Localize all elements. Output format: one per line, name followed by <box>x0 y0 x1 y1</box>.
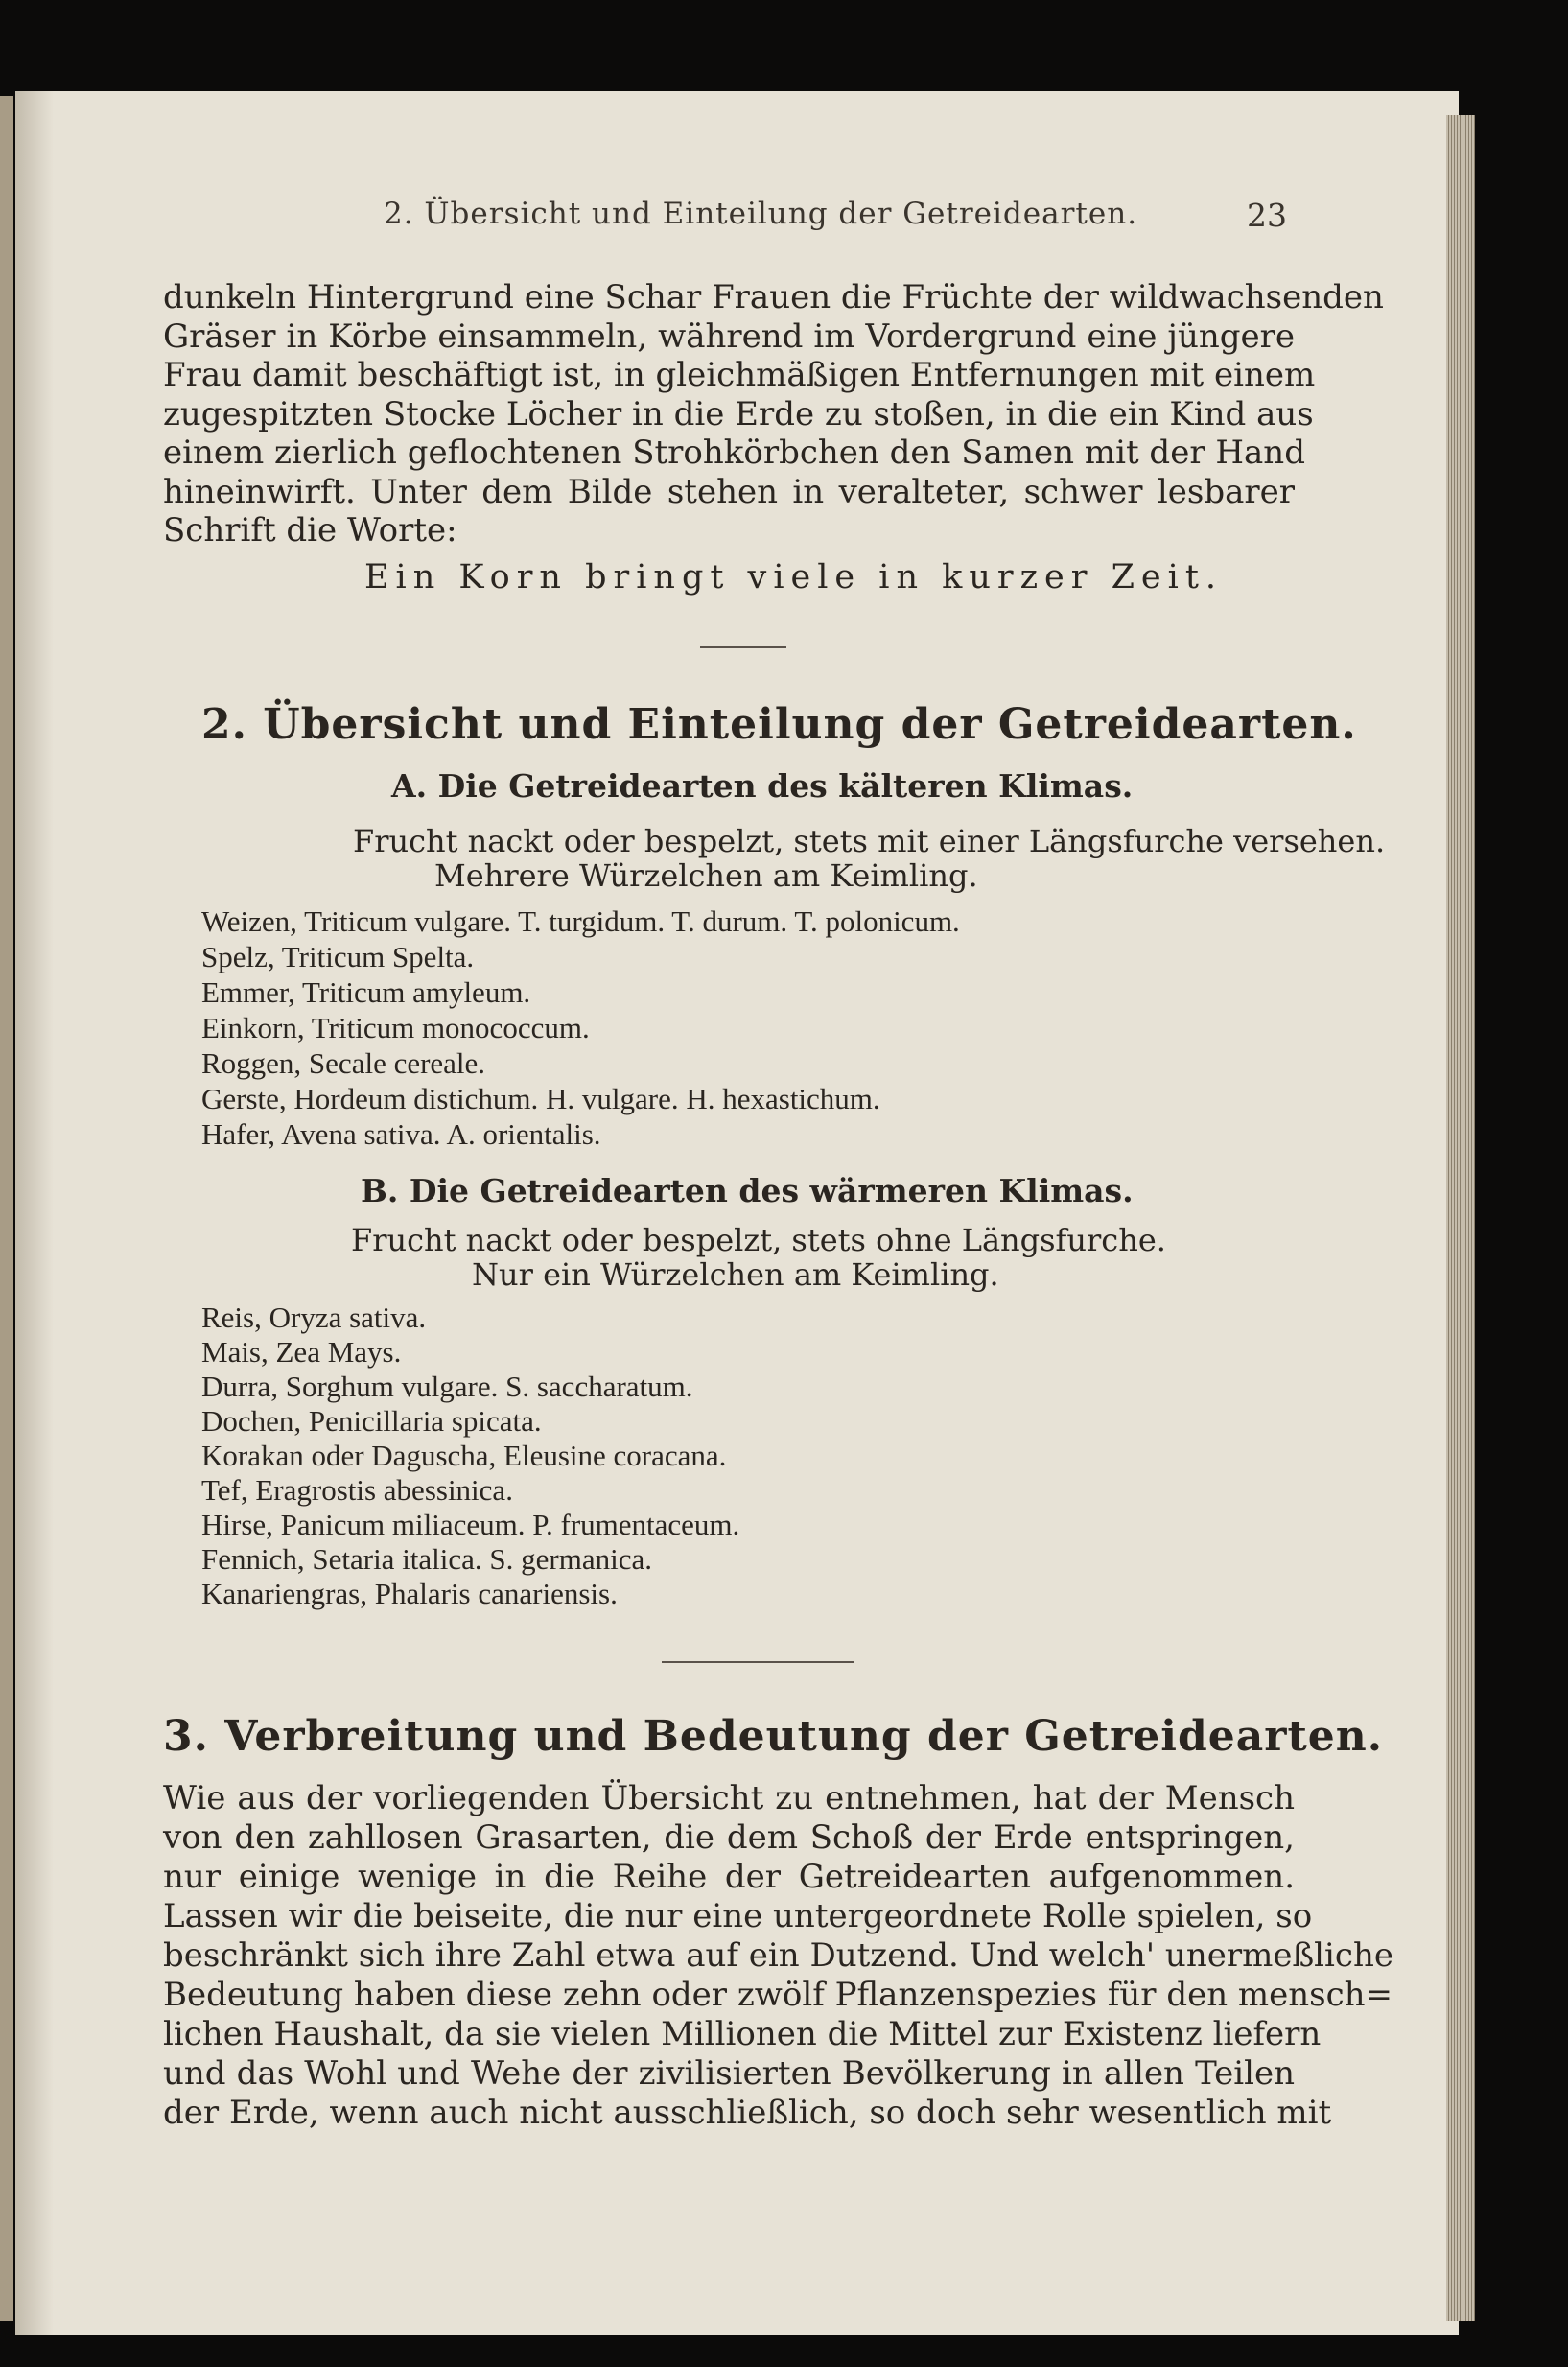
intro-paragraph <box>163 278 1384 551</box>
page-gutter-shadow <box>15 91 54 2335</box>
species-line: Hirse, Panicum miliaceum. P. frumentaceum. <box>201 1508 740 1541</box>
species-line: Emmer, Triticum amyleum. <box>201 975 531 1009</box>
species-line: Fennich, Setaria italica. S. germanica. <box>201 1542 652 1576</box>
species-line: Korakan oder Daguscha, Eleusine coracana. <box>201 1439 727 1472</box>
text-line: der Erde, wenn auch nicht ausschließlich, so doch sehr wesentlich mit <box>163 2094 1332 2132</box>
subsection-title: A. Die Getreidearten des kälteren Klimas. <box>391 767 1134 805</box>
text-line: zugespitzten Stocke Löcher in die Erde zu stoßen, in die ein Kind aus <box>163 394 1314 434</box>
species-line: Dochen, Penicillaria spicata. <box>201 1404 542 1438</box>
species-line: Reis, Oryza sativa. <box>201 1301 427 1334</box>
section-paragraph <box>163 1779 1393 2133</box>
species-line: Kanariengras, Phalaris canariensis. <box>201 1577 618 1610</box>
section-title: 2. Übersicht und Einteilung der Getreidearten. <box>201 700 1357 749</box>
text-line: beschränkt sich ihre Zahl etwa auf ein Dutzend. Und welch' unermeßliche <box>163 1936 1393 1975</box>
text-line: von den zahllosen Grasarten, die dem Schoß der Erde entspringen, <box>163 1818 1295 1857</box>
species-line: Mais, Zea Mays. <box>201 1335 402 1369</box>
text-line: einem zierlich geflochtenen Strohkörbchen den Samen mit der Hand <box>163 434 1305 472</box>
page-stack-edge <box>1446 115 1475 2321</box>
subsection-note: Mehrere Würzelchen am Keimling. <box>434 857 978 894</box>
species-line: Einkorn, Triticum monococcum. <box>201 1011 590 1044</box>
subsection-title: B. Die Getreidearten des wärmeren Klimas. <box>361 1172 1134 1209</box>
species-line: Hafer, Avena sativa. A. orientalis. <box>201 1117 601 1151</box>
species-line: Spelz, Triticum Spelta. <box>201 940 475 973</box>
section-divider <box>662 1661 854 1663</box>
left-page-edge <box>0 96 13 2321</box>
text-line: hineinwirft. Unter dem Bilde stehen in veralteter, schwer lesbarer <box>163 472 1295 511</box>
text-line: Frau damit beschäftigt ist, in gleichmäßigen Entfernungen mit einem <box>163 356 1316 394</box>
text-line: Gräser in Körbe einsammeln, während im Vordergrund eine jüngere <box>163 316 1295 356</box>
subsection-note: Nur ein Würzelchen am Keimling. <box>472 1256 999 1293</box>
species-line: Roggen, Secale cereale. <box>201 1046 486 1080</box>
text-line: lichen Haushalt, da sie vielen Millionen die Mittel zur Existenz liefern <box>163 2015 1322 2053</box>
section-title: 3. Verbreitung und Bedeutung der Getreidearten. <box>163 1712 1384 1761</box>
text-line: Bedeutung haben diese zehn oder zwölf Pflanzenspezies für den mensch= <box>163 1976 1393 2014</box>
species-line: Gerste, Hordeum distichum. H. vulgare. H. hexastichum. <box>201 1082 880 1115</box>
subsection-note: Frucht nackt oder bespelzt, stets mit einer Längsfurche versehen. <box>353 823 1386 859</box>
subsection-note: Frucht nackt oder bespelzt, stets ohne Längsfurche. <box>351 1222 1166 1258</box>
species-line: Weizen, Triticum vulgare. T. turgidum. T. durum. T. polonicum. <box>201 904 960 938</box>
species-line: Durra, Sorghum vulgare. S. saccharatum. <box>201 1370 693 1403</box>
page-number: 23 <box>1247 197 1287 234</box>
text-line: dunkeln Hintergrund eine Schar Frauen die Früchte der wildwachsenden <box>163 278 1384 316</box>
section-divider <box>700 646 786 648</box>
motto: Ein Korn bringt viele in kurzer Zeit. <box>364 558 1224 597</box>
text-line: Schrift die Worte: <box>163 511 457 550</box>
running-head: 2. Übersicht und Einteilung der Getreidearten. <box>384 197 1138 231</box>
text-line: nur einige wenige in die Reihe der Getreidearten aufgenommen. <box>163 1858 1295 1896</box>
text-line: und das Wohl und Wehe der zivilisierten Bevölkerung in allen Teilen <box>163 2054 1295 2093</box>
text-line: Lassen wir die beiseite, die nur eine untergeordnete Rolle spielen, so <box>163 1897 1313 1935</box>
species-line: Tef, Eragrostis abessinica. <box>201 1473 513 1507</box>
text-line: Wie aus der vorliegenden Übersicht zu entnehmen, hat der Mensch <box>163 1779 1295 1817</box>
